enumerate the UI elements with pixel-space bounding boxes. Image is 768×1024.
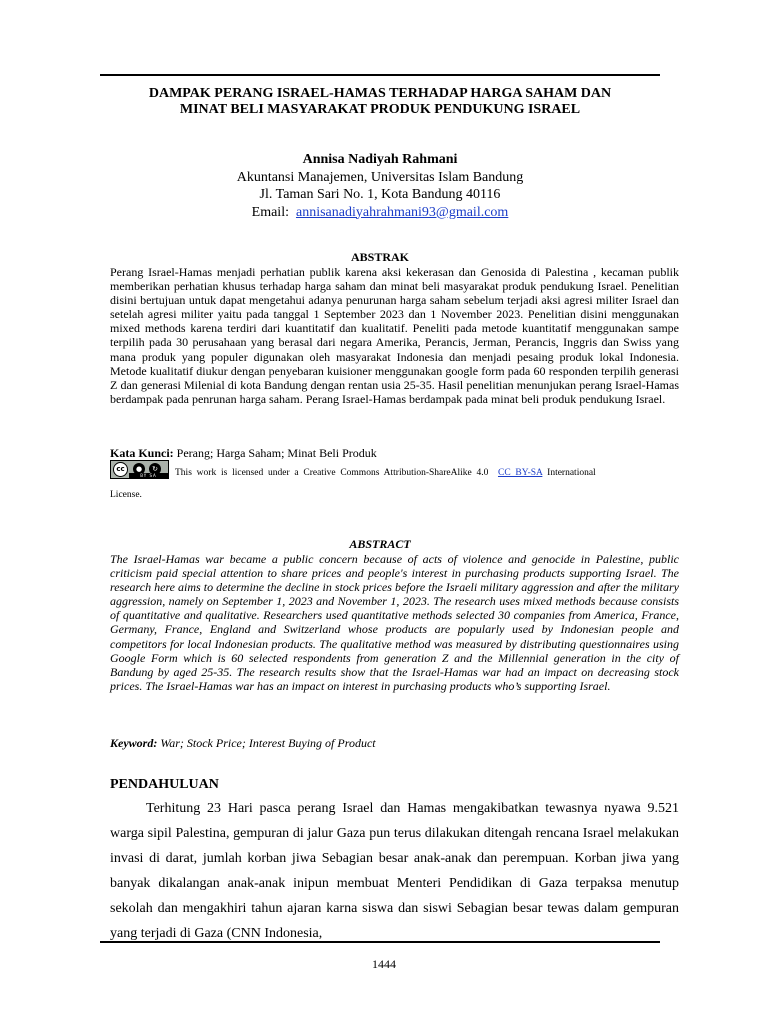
- title-line-1: DAMPAK PERANG ISRAEL-HAMAS TERHADAP HARGA SAHAM DAN: [148, 86, 612, 101]
- license-text-before: This work is licensed under a Creative Commons Attribution-ShareAlike 4.0: [175, 468, 489, 478]
- kata-kunci-values: Perang; Harga Saham; Minat Beli Produk: [173, 446, 377, 460]
- license-text-after: International: [547, 468, 596, 478]
- keyword-label: Keyword:: [110, 736, 158, 750]
- section-paragraph: Terhitung 23 Hari pasca perang Israel dan Hamas mengakibatkan tewasnya nyawa 9.521 warga sipil Palestina, gempuran di jalur Gaza pun terus dilakukan ditengah rencana Israel melakukan invasi di darat, jumlah korban jiwa Sebagian besar anak-anak dan perempuan. Korban jiwa yang banyak dikalangan anak-anak inipun membuat Menteri Pendidikan di Gaza terpaksa menutup sekolah dan mengakhiri tahun ajaran karna siswa dan siswi Sebagian besar tewas dalam gempuran yang terjadi di Gaza (CNN Indonesia,: [110, 801, 679, 941]
- paper-title: [100, 86, 660, 118]
- abstrak-heading: ABSTRAK: [350, 250, 409, 264]
- keyword-values: War; Stock Price; Interest Buying of Product: [157, 736, 376, 750]
- author-block: [100, 151, 660, 221]
- title-line-2: MINAT BELI MASYARAKAT PRODUK PENDUKUNG ISRAEL: [179, 102, 581, 117]
- email-link[interactable]: annisanadiyahrahmani93@gmail.com: [295, 204, 509, 220]
- bottom-rule: [100, 941, 660, 943]
- email-label: Email:: [251, 204, 289, 220]
- kata-kunci: [110, 446, 377, 460]
- cc-badge-strip: BY SA: [129, 473, 168, 478]
- license-text-line2: License.: [110, 490, 142, 500]
- keywords: [110, 736, 376, 751]
- page-number: 1444: [372, 957, 396, 971]
- abstract-body: The Israel-Hamas war became a public concern because of acts of violence and genocide in Palestine, public criticism paid special attention to share prices and people's interest in purchasing products supporting Israel. The research here aims to determine the decline in stock prices before the Israeli military aggression and after the military aggression, namely on September 1, 2023 and November 1, 2023. The research uses mixed methods because consists of quantitative and qualitative. Researchers used quantitative methods selected 30 companies from America, France, Germany, France, England and Switzerland whose products are popularly used by Indonesian people and competitors for local Indonesian products. The qualitative method was measured by distributing questionnaires using Google Form which is 60 selected respondents from generation Z and the Millennial generation in the city of Bandung by aged 25-35. The research results show that the Israel-Hamas war had an impact on decreasing stock prices. The Israel-Hamas war has an impact on interest in purchasing products who’s supporting Israel.: [110, 552, 679, 693]
- abstrak-body: Perang Israel-Hamas menjadi perhatian publik karena aksi kekerasan dan Genosida di Palestina , kecaman publik memberikan perhatian khusus terhadap harga saham dan minat beli masyarakat produk pendukung Israel. Penelitian disini bertujuan untuk dapat mengetahui adanya penurunan harga saham sebelum terjadi aksi agresi militer Israel dan setelah agresi militer yaitu pada tanggal 1 September 2023 dan 1 November 2023. Penelitian disini menggunakan mixed methods karena terdiri dari kuantitatif dan kualitatif. Peneliti pada metode kuantitatif menggunakan sampe terpilih pada 30 perusahaan yang berasal dari negara Amerika, Perancis, Jerman, Perancis, Inggris dan Swiss yang mana produk yang populer digunakan oleh masyarakat Indonesia dan menjadi pesaing produk lokal Indonesia. Metode kualitatif diukur dengan penyebaran kuisioner menggunakan google form pada 60 responden terpilih generasi Z dan generasi Milenial di kota Bandung dengan rentan usia 25-35. Hasil penelitian menunjukan perang Israel-Hamas berdampak pada penrunan harga saham. Perang Israel-Hamas berdampak pada minat beli produk pendukung Israel.: [110, 265, 679, 406]
- author-name: Annisa Nadiyah Rahmani: [302, 152, 458, 167]
- cc-logo-icon: cc: [113, 462, 128, 477]
- author-email-line: [100, 204, 660, 222]
- by-person-icon: ●: [133, 463, 145, 475]
- cc-by-sa-link[interactable]: CC BY-SA: [497, 468, 543, 478]
- section-heading: PENDAHULUAN: [110, 777, 219, 792]
- top-rule: [100, 74, 660, 76]
- license-text: [175, 468, 596, 478]
- kata-kunci-label: Kata Kunci:: [110, 446, 174, 460]
- author-address: Jl. Taman Sari No. 1, Kota Bandung 40116: [259, 187, 501, 202]
- cc-by-sa-badge-icon[interactable]: [110, 460, 169, 479]
- author-affiliation: Akuntansi Manajemen, Universitas Islam Bandung: [236, 169, 524, 185]
- share-alike-icon: ↻: [149, 463, 161, 475]
- abstract-heading: ABSTRACT: [349, 537, 411, 551]
